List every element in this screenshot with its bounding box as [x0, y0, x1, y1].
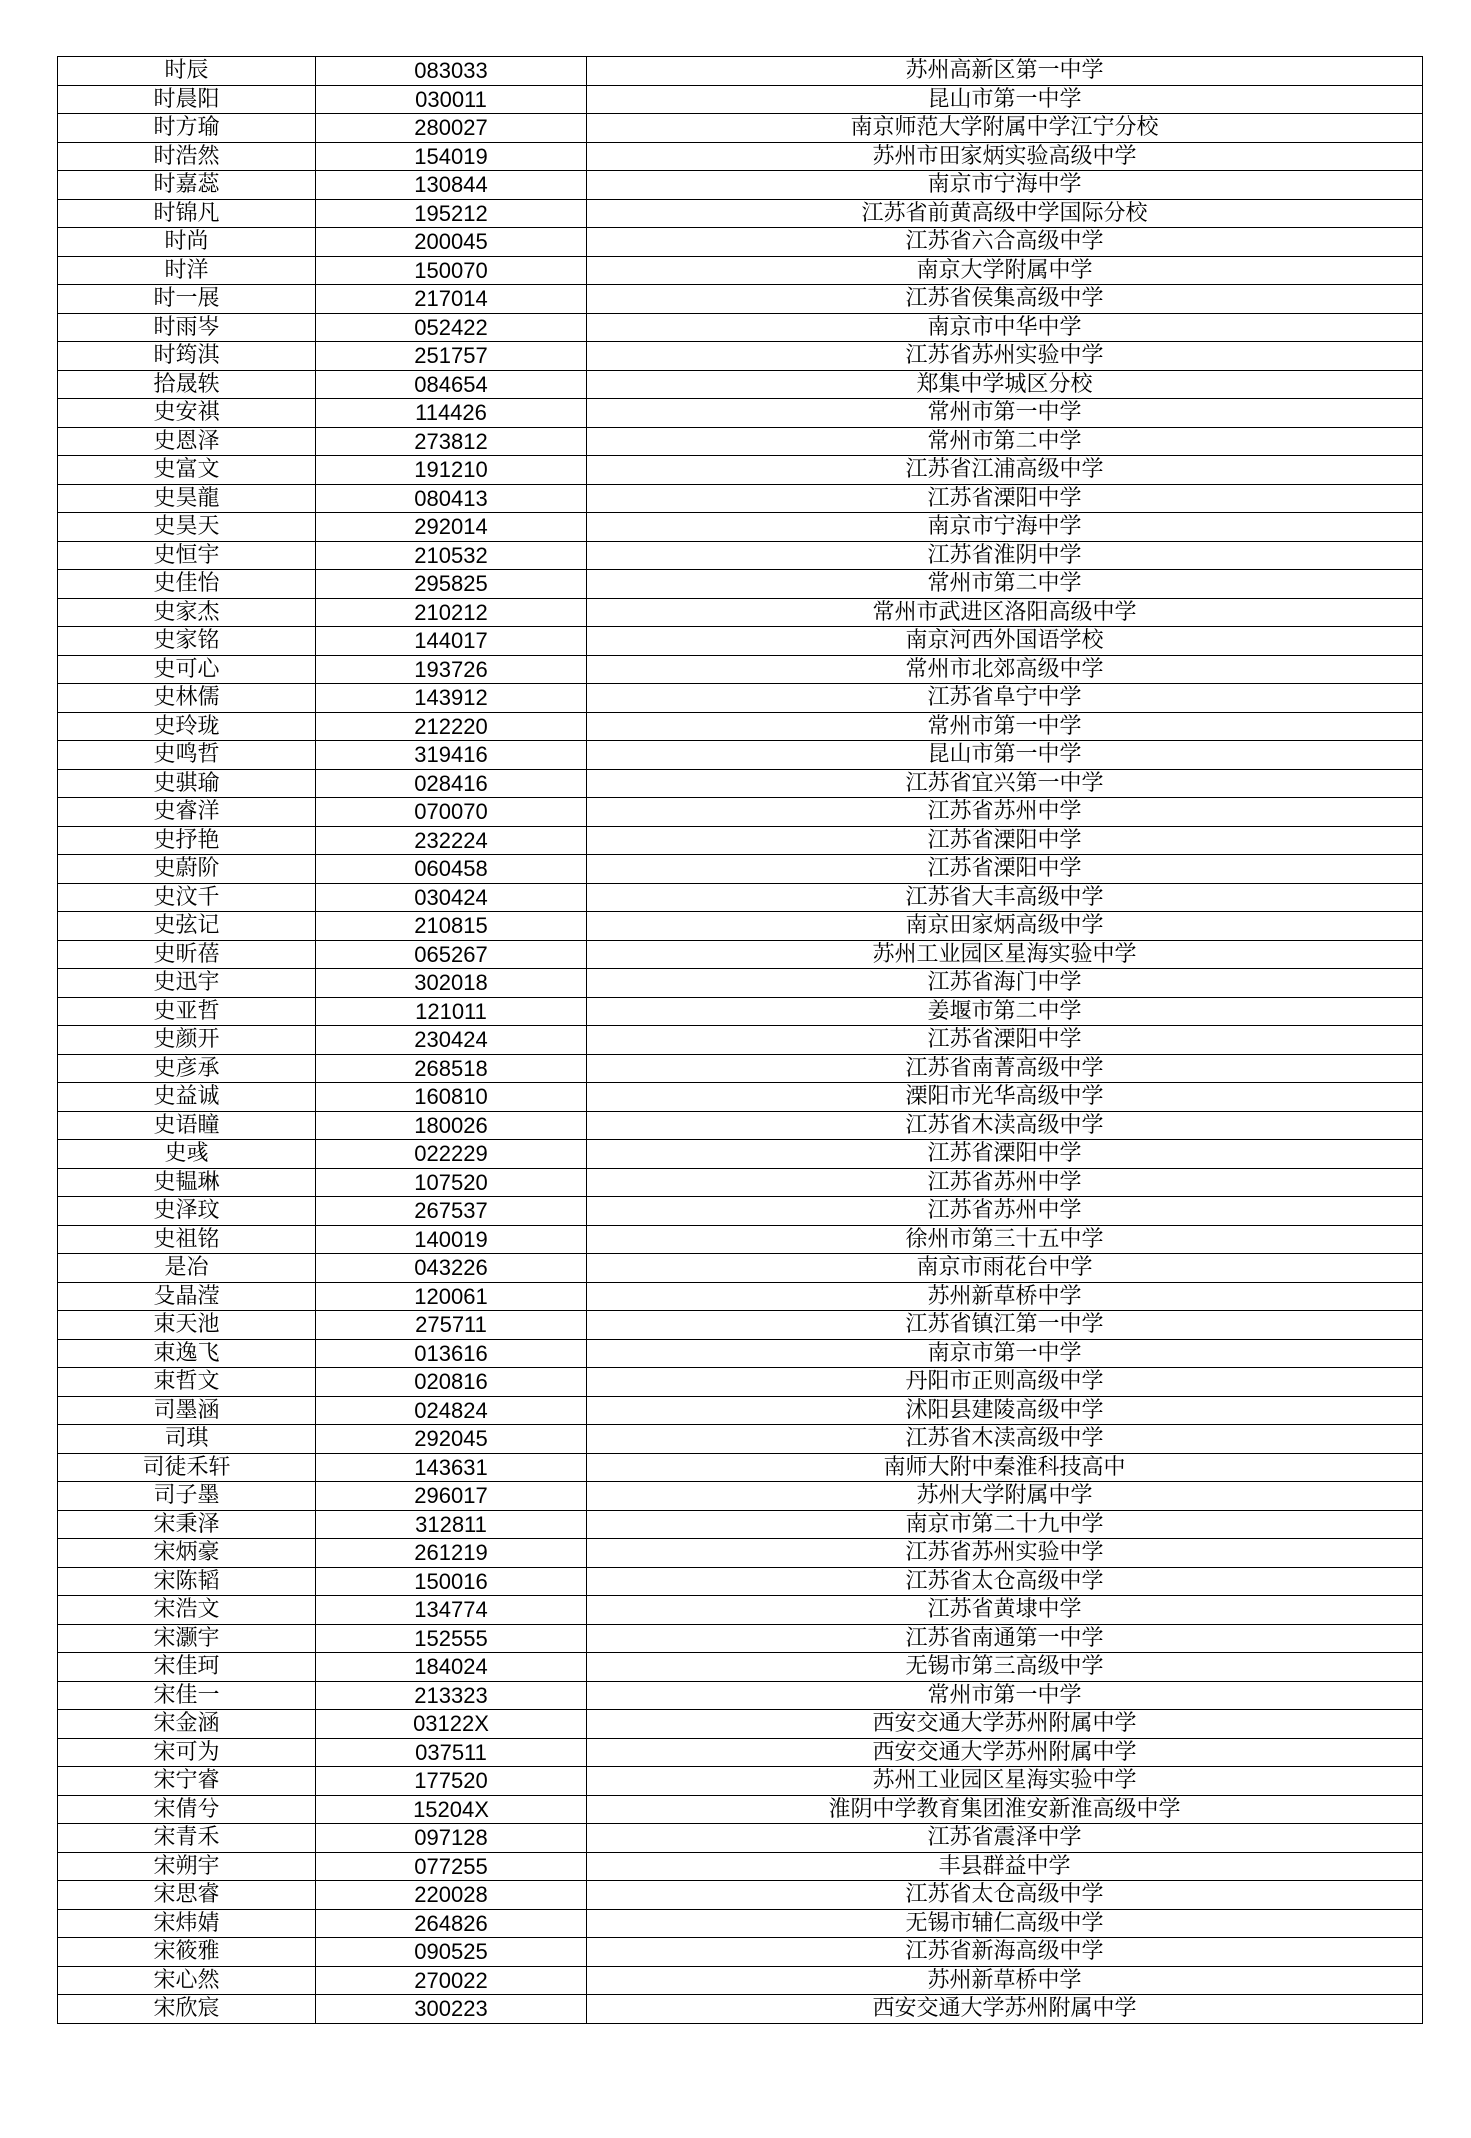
- student-id-cell: 312811: [316, 1510, 587, 1539]
- student-name-cell: 史昊龍: [58, 484, 316, 513]
- school-name-cell: 苏州新草桥中学: [587, 1282, 1423, 1311]
- table-row: [58, 1966, 1423, 1995]
- school-name-cell: 常州市第一中学: [587, 1681, 1423, 1710]
- roster-table-body: [58, 57, 1423, 2024]
- student-name-cell: 时方瑜: [58, 114, 316, 143]
- school-name-cell: 南师大附中秦淮科技高中: [587, 1453, 1423, 1482]
- school-name-cell: 江苏省江浦高级中学: [587, 456, 1423, 485]
- student-name-cell: 束哲文: [58, 1368, 316, 1397]
- student-id-cell: 300223: [316, 1995, 587, 2024]
- table-row: [58, 1624, 1423, 1653]
- table-row: [58, 313, 1423, 342]
- student-id-cell: 024824: [316, 1396, 587, 1425]
- student-id-cell: 180026: [316, 1111, 587, 1140]
- school-name-cell: 淮阴中学教育集团淮安新淮高级中学: [587, 1795, 1423, 1824]
- school-name-cell: 南京市第一中学: [587, 1339, 1423, 1368]
- student-name-cell: 史弦记: [58, 912, 316, 941]
- table-row: [58, 1995, 1423, 2024]
- school-name-cell: 昆山市第一中学: [587, 741, 1423, 770]
- student-id-cell: 191210: [316, 456, 587, 485]
- student-id-cell: 210212: [316, 598, 587, 627]
- school-name-cell: 江苏省淮阴中学: [587, 541, 1423, 570]
- school-name-cell: 江苏省六合高级中学: [587, 228, 1423, 257]
- student-id-cell: 114426: [316, 399, 587, 428]
- student-id-cell: 134774: [316, 1596, 587, 1625]
- student-name-cell: 宋筱雅: [58, 1938, 316, 1967]
- student-id-cell: 060458: [316, 855, 587, 884]
- table-row: [58, 1596, 1423, 1625]
- student-name-cell: 时尚: [58, 228, 316, 257]
- student-name-cell: 宋思睿: [58, 1881, 316, 1910]
- table-row: [58, 1026, 1423, 1055]
- school-name-cell: 常州市第一中学: [587, 712, 1423, 741]
- school-name-cell: 苏州市田家炳实验高级中学: [587, 142, 1423, 171]
- student-name-cell: 史玲珑: [58, 712, 316, 741]
- table-row: [58, 627, 1423, 656]
- table-row: [58, 684, 1423, 713]
- student-id-cell: 210815: [316, 912, 587, 941]
- student-name-cell: 史亚哲: [58, 997, 316, 1026]
- student-id-cell: 130844: [316, 171, 587, 200]
- table-row: [58, 1225, 1423, 1254]
- student-name-cell: 史恩泽: [58, 427, 316, 456]
- student-id-cell: 232224: [316, 826, 587, 855]
- student-id-cell: 013616: [316, 1339, 587, 1368]
- table-row: [58, 1140, 1423, 1169]
- student-name-cell: 史昊天: [58, 513, 316, 542]
- student-name-cell: 史祖铭: [58, 1225, 316, 1254]
- student-id-cell: 264826: [316, 1909, 587, 1938]
- student-name-cell: 宋炜婧: [58, 1909, 316, 1938]
- table-row: [58, 1938, 1423, 1967]
- student-name-cell: 宋灏宇: [58, 1624, 316, 1653]
- student-name-cell: 史迅宇: [58, 969, 316, 998]
- school-name-cell: 南京大学附属中学: [587, 256, 1423, 285]
- student-id-cell: 070070: [316, 798, 587, 827]
- roster-table: [57, 56, 1423, 2024]
- student-name-cell: 史安祺: [58, 399, 316, 428]
- table-row: [58, 1368, 1423, 1397]
- table-row: [58, 342, 1423, 371]
- student-name-cell: 宋心然: [58, 1966, 316, 1995]
- table-row: [58, 1881, 1423, 1910]
- school-name-cell: 江苏省木渎高级中学: [587, 1111, 1423, 1140]
- table-row: [58, 570, 1423, 599]
- school-name-cell: 江苏省苏州实验中学: [587, 1539, 1423, 1568]
- student-name-cell: 宋朔宇: [58, 1852, 316, 1881]
- table-row: [58, 1767, 1423, 1796]
- school-name-cell: 南京市雨花台中学: [587, 1254, 1423, 1283]
- student-id-cell: 212220: [316, 712, 587, 741]
- table-row: [58, 1909, 1423, 1938]
- table-row: [58, 513, 1423, 542]
- table-row: [58, 798, 1423, 827]
- student-id-cell: 03122X: [316, 1710, 587, 1739]
- student-id-cell: 213323: [316, 1681, 587, 1710]
- student-id-cell: 083033: [316, 57, 587, 86]
- student-id-cell: 210532: [316, 541, 587, 570]
- student-id-cell: 143631: [316, 1453, 587, 1482]
- school-name-cell: 江苏省太仓高级中学: [587, 1567, 1423, 1596]
- student-name-cell: 史抒艳: [58, 826, 316, 855]
- table-row: [58, 598, 1423, 627]
- school-name-cell: 郑集中学城区分校: [587, 370, 1423, 399]
- school-name-cell: 西安交通大学苏州附属中学: [587, 1995, 1423, 2024]
- student-id-cell: 120061: [316, 1282, 587, 1311]
- school-name-cell: 丰县群益中学: [587, 1852, 1423, 1881]
- student-name-cell: 宋可为: [58, 1738, 316, 1767]
- table-row: [58, 1282, 1423, 1311]
- student-name-cell: 时晨阳: [58, 85, 316, 114]
- table-row: [58, 285, 1423, 314]
- student-id-cell: 270022: [316, 1966, 587, 1995]
- student-name-cell: 司子墨: [58, 1482, 316, 1511]
- student-name-cell: 司徒禾轩: [58, 1453, 316, 1482]
- student-id-cell: 292014: [316, 513, 587, 542]
- student-id-cell: 15204X: [316, 1795, 587, 1824]
- school-name-cell: 常州市第二中学: [587, 570, 1423, 599]
- student-id-cell: 152555: [316, 1624, 587, 1653]
- table-row: [58, 855, 1423, 884]
- student-name-cell: 史昕蓓: [58, 940, 316, 969]
- school-name-cell: 南京市第二十九中学: [587, 1510, 1423, 1539]
- student-id-cell: 144017: [316, 627, 587, 656]
- student-name-cell: 宋炳豪: [58, 1539, 316, 1568]
- school-name-cell: 江苏省太仓高级中学: [587, 1881, 1423, 1910]
- table-row: [58, 1396, 1423, 1425]
- school-name-cell: 江苏省震泽中学: [587, 1824, 1423, 1853]
- school-name-cell: 江苏省镇江第一中学: [587, 1311, 1423, 1340]
- school-name-cell: 江苏省溧阳中学: [587, 484, 1423, 513]
- student-id-cell: 292045: [316, 1425, 587, 1454]
- student-id-cell: 217014: [316, 285, 587, 314]
- student-id-cell: 150070: [316, 256, 587, 285]
- table-row: [58, 1197, 1423, 1226]
- student-name-cell: 史恒宇: [58, 541, 316, 570]
- student-id-cell: 296017: [316, 1482, 587, 1511]
- school-name-cell: 苏州大学附属中学: [587, 1482, 1423, 1511]
- table-row: [58, 1425, 1423, 1454]
- student-name-cell: 史佳怡: [58, 570, 316, 599]
- student-id-cell: 184024: [316, 1653, 587, 1682]
- school-name-cell: 江苏省侯集高级中学: [587, 285, 1423, 314]
- school-name-cell: 常州市武进区洛阳高级中学: [587, 598, 1423, 627]
- student-id-cell: 150016: [316, 1567, 587, 1596]
- student-name-cell: 史骐瑜: [58, 769, 316, 798]
- student-name-cell: 殳晶滢: [58, 1282, 316, 1311]
- table-row: [58, 655, 1423, 684]
- table-row: [58, 1311, 1423, 1340]
- student-id-cell: 220028: [316, 1881, 587, 1910]
- school-name-cell: 常州市北郊高级中学: [587, 655, 1423, 684]
- student-name-cell: 宋青禾: [58, 1824, 316, 1853]
- student-name-cell: 史益诚: [58, 1083, 316, 1112]
- table-row: [58, 85, 1423, 114]
- school-name-cell: 江苏省黄埭中学: [587, 1596, 1423, 1625]
- school-name-cell: 南京师范大学附属中学江宁分校: [587, 114, 1423, 143]
- table-row: [58, 1795, 1423, 1824]
- school-name-cell: 江苏省木渎高级中学: [587, 1425, 1423, 1454]
- student-name-cell: 时雨岑: [58, 313, 316, 342]
- student-id-cell: 065267: [316, 940, 587, 969]
- student-id-cell: 160810: [316, 1083, 587, 1112]
- table-row: [58, 484, 1423, 513]
- school-name-cell: 徐州市第三十五中学: [587, 1225, 1423, 1254]
- school-name-cell: 昆山市第一中学: [587, 85, 1423, 114]
- student-id-cell: 030011: [316, 85, 587, 114]
- table-row: [58, 399, 1423, 428]
- school-name-cell: 丹阳市正则高级中学: [587, 1368, 1423, 1397]
- student-id-cell: 084654: [316, 370, 587, 399]
- student-id-cell: 121011: [316, 997, 587, 1026]
- school-name-cell: 常州市第二中学: [587, 427, 1423, 456]
- table-row: [58, 370, 1423, 399]
- student-name-cell: 宋浩文: [58, 1596, 316, 1625]
- table-row: [58, 228, 1423, 257]
- student-name-cell: 史家铭: [58, 627, 316, 656]
- student-name-cell: 史汶千: [58, 883, 316, 912]
- student-name-cell: 史鸣哲: [58, 741, 316, 770]
- table-row: [58, 171, 1423, 200]
- table-row: [58, 114, 1423, 143]
- student-id-cell: 268518: [316, 1054, 587, 1083]
- student-id-cell: 295825: [316, 570, 587, 599]
- table-row: [58, 1054, 1423, 1083]
- table-row: [58, 741, 1423, 770]
- student-id-cell: 097128: [316, 1824, 587, 1853]
- student-name-cell: 宋倩兮: [58, 1795, 316, 1824]
- student-id-cell: 030424: [316, 883, 587, 912]
- table-row: [58, 1539, 1423, 1568]
- student-name-cell: 拾晟轶: [58, 370, 316, 399]
- student-name-cell: 是冶: [58, 1254, 316, 1283]
- student-name-cell: 宋金涵: [58, 1710, 316, 1739]
- student-name-cell: 司墨涵: [58, 1396, 316, 1425]
- school-name-cell: 江苏省苏州中学: [587, 798, 1423, 827]
- student-name-cell: 时浩然: [58, 142, 316, 171]
- student-name-cell: 束逸飞: [58, 1339, 316, 1368]
- table-row: [58, 1111, 1423, 1140]
- school-name-cell: 江苏省海门中学: [587, 969, 1423, 998]
- student-name-cell: 宋陈韬: [58, 1567, 316, 1596]
- school-name-cell: 江苏省南菁高级中学: [587, 1054, 1423, 1083]
- student-name-cell: 史林儒: [58, 684, 316, 713]
- student-id-cell: 052422: [316, 313, 587, 342]
- school-name-cell: 江苏省溧阳中学: [587, 826, 1423, 855]
- table-row: [58, 57, 1423, 86]
- table-row: [58, 1510, 1423, 1539]
- school-name-cell: 江苏省溧阳中学: [587, 855, 1423, 884]
- school-name-cell: 江苏省溧阳中学: [587, 1140, 1423, 1169]
- table-row: [58, 912, 1423, 941]
- table-row: [58, 1339, 1423, 1368]
- school-name-cell: 江苏省苏州中学: [587, 1168, 1423, 1197]
- student-id-cell: 177520: [316, 1767, 587, 1796]
- student-name-cell: 司琪: [58, 1425, 316, 1454]
- student-name-cell: 宋秉泽: [58, 1510, 316, 1539]
- school-name-cell: 苏州工业园区星海实验中学: [587, 940, 1423, 969]
- student-id-cell: 043226: [316, 1254, 587, 1283]
- student-name-cell: 史富文: [58, 456, 316, 485]
- student-id-cell: 080413: [316, 484, 587, 513]
- table-row: [58, 1653, 1423, 1682]
- school-name-cell: 江苏省前黄高级中学国际分校: [587, 199, 1423, 228]
- student-name-cell: 束天池: [58, 1311, 316, 1340]
- student-name-cell: 时洋: [58, 256, 316, 285]
- school-name-cell: 姜堰市第二中学: [587, 997, 1423, 1026]
- table-row: [58, 541, 1423, 570]
- table-row: [58, 769, 1423, 798]
- school-name-cell: 溧阳市光华高级中学: [587, 1083, 1423, 1112]
- school-name-cell: 江苏省宜兴第一中学: [587, 769, 1423, 798]
- school-name-cell: 沭阳县建陵高级中学: [587, 1396, 1423, 1425]
- school-name-cell: 南京市中华中学: [587, 313, 1423, 342]
- table-row: [58, 969, 1423, 998]
- student-id-cell: 280027: [316, 114, 587, 143]
- school-name-cell: 江苏省苏州实验中学: [587, 342, 1423, 371]
- school-name-cell: 无锡市辅仁高级中学: [587, 1909, 1423, 1938]
- student-name-cell: 史泽玟: [58, 1197, 316, 1226]
- student-id-cell: 302018: [316, 969, 587, 998]
- table-row: [58, 1453, 1423, 1482]
- table-row: [58, 427, 1423, 456]
- student-id-cell: 230424: [316, 1026, 587, 1055]
- student-id-cell: 261219: [316, 1539, 587, 1568]
- student-name-cell: 时锦凡: [58, 199, 316, 228]
- student-name-cell: 宋欣宸: [58, 1995, 316, 2024]
- student-name-cell: 史语瞳: [58, 1111, 316, 1140]
- school-name-cell: 常州市第一中学: [587, 399, 1423, 428]
- student-id-cell: 193726: [316, 655, 587, 684]
- school-name-cell: 无锡市第三高级中学: [587, 1653, 1423, 1682]
- table-row: [58, 199, 1423, 228]
- table-row: [58, 712, 1423, 741]
- school-name-cell: 南京田家炳高级中学: [587, 912, 1423, 941]
- student-id-cell: 143912: [316, 684, 587, 713]
- table-row: [58, 1852, 1423, 1881]
- student-id-cell: 251757: [316, 342, 587, 371]
- school-name-cell: 南京市宁海中学: [587, 171, 1423, 200]
- student-id-cell: 319416: [316, 741, 587, 770]
- student-id-cell: 200045: [316, 228, 587, 257]
- table-row: [58, 1710, 1423, 1739]
- school-name-cell: 南京河西外国语学校: [587, 627, 1423, 656]
- school-name-cell: 西安交通大学苏州附属中学: [587, 1710, 1423, 1739]
- student-name-cell: 时筠淇: [58, 342, 316, 371]
- student-id-cell: 090525: [316, 1938, 587, 1967]
- student-name-cell: 宋佳一: [58, 1681, 316, 1710]
- school-name-cell: 苏州高新区第一中学: [587, 57, 1423, 86]
- school-name-cell: 江苏省大丰高级中学: [587, 883, 1423, 912]
- student-id-cell: 037511: [316, 1738, 587, 1767]
- student-name-cell: 时嘉蕊: [58, 171, 316, 200]
- student-name-cell: 宋佳珂: [58, 1653, 316, 1682]
- student-name-cell: 史睿洋: [58, 798, 316, 827]
- student-id-cell: 020816: [316, 1368, 587, 1397]
- student-name-cell: 史可心: [58, 655, 316, 684]
- student-name-cell: 史彦承: [58, 1054, 316, 1083]
- table-row: [58, 256, 1423, 285]
- student-id-cell: 022229: [316, 1140, 587, 1169]
- student-name-cell: 史颜开: [58, 1026, 316, 1055]
- school-name-cell: 江苏省苏州中学: [587, 1197, 1423, 1226]
- table-row: [58, 1567, 1423, 1596]
- student-id-cell: 140019: [316, 1225, 587, 1254]
- student-id-cell: 154019: [316, 142, 587, 171]
- student-id-cell: 107520: [316, 1168, 587, 1197]
- student-name-cell: 史彧: [58, 1140, 316, 1169]
- school-name-cell: 西安交通大学苏州附属中学: [587, 1738, 1423, 1767]
- student-id-cell: 077255: [316, 1852, 587, 1881]
- school-name-cell: 苏州工业园区星海实验中学: [587, 1767, 1423, 1796]
- school-name-cell: 苏州新草桥中学: [587, 1966, 1423, 1995]
- student-name-cell: 史蔚阶: [58, 855, 316, 884]
- table-row: [58, 142, 1423, 171]
- student-id-cell: 028416: [316, 769, 587, 798]
- table-row: [58, 1738, 1423, 1767]
- table-row: [58, 883, 1423, 912]
- student-id-cell: 275711: [316, 1311, 587, 1340]
- school-name-cell: 江苏省新海高级中学: [587, 1938, 1423, 1967]
- student-name-cell: 宋宁睿: [58, 1767, 316, 1796]
- table-row: [58, 940, 1423, 969]
- table-row: [58, 997, 1423, 1026]
- student-name-cell: 时辰: [58, 57, 316, 86]
- table-row: [58, 1824, 1423, 1853]
- school-name-cell: 江苏省南通第一中学: [587, 1624, 1423, 1653]
- table-row: [58, 1083, 1423, 1112]
- school-name-cell: 江苏省阜宁中学: [587, 684, 1423, 713]
- school-name-cell: 江苏省溧阳中学: [587, 1026, 1423, 1055]
- table-row: [58, 1681, 1423, 1710]
- school-name-cell: 南京市宁海中学: [587, 513, 1423, 542]
- student-name-cell: 史家杰: [58, 598, 316, 627]
- student-id-cell: 267537: [316, 1197, 587, 1226]
- student-name-cell: 时一展: [58, 285, 316, 314]
- table-row: [58, 1168, 1423, 1197]
- table-row: [58, 1254, 1423, 1283]
- student-name-cell: 史韫琳: [58, 1168, 316, 1197]
- table-row: [58, 1482, 1423, 1511]
- table-row: [58, 826, 1423, 855]
- table-row: [58, 456, 1423, 485]
- student-id-cell: 273812: [316, 427, 587, 456]
- student-id-cell: 195212: [316, 199, 587, 228]
